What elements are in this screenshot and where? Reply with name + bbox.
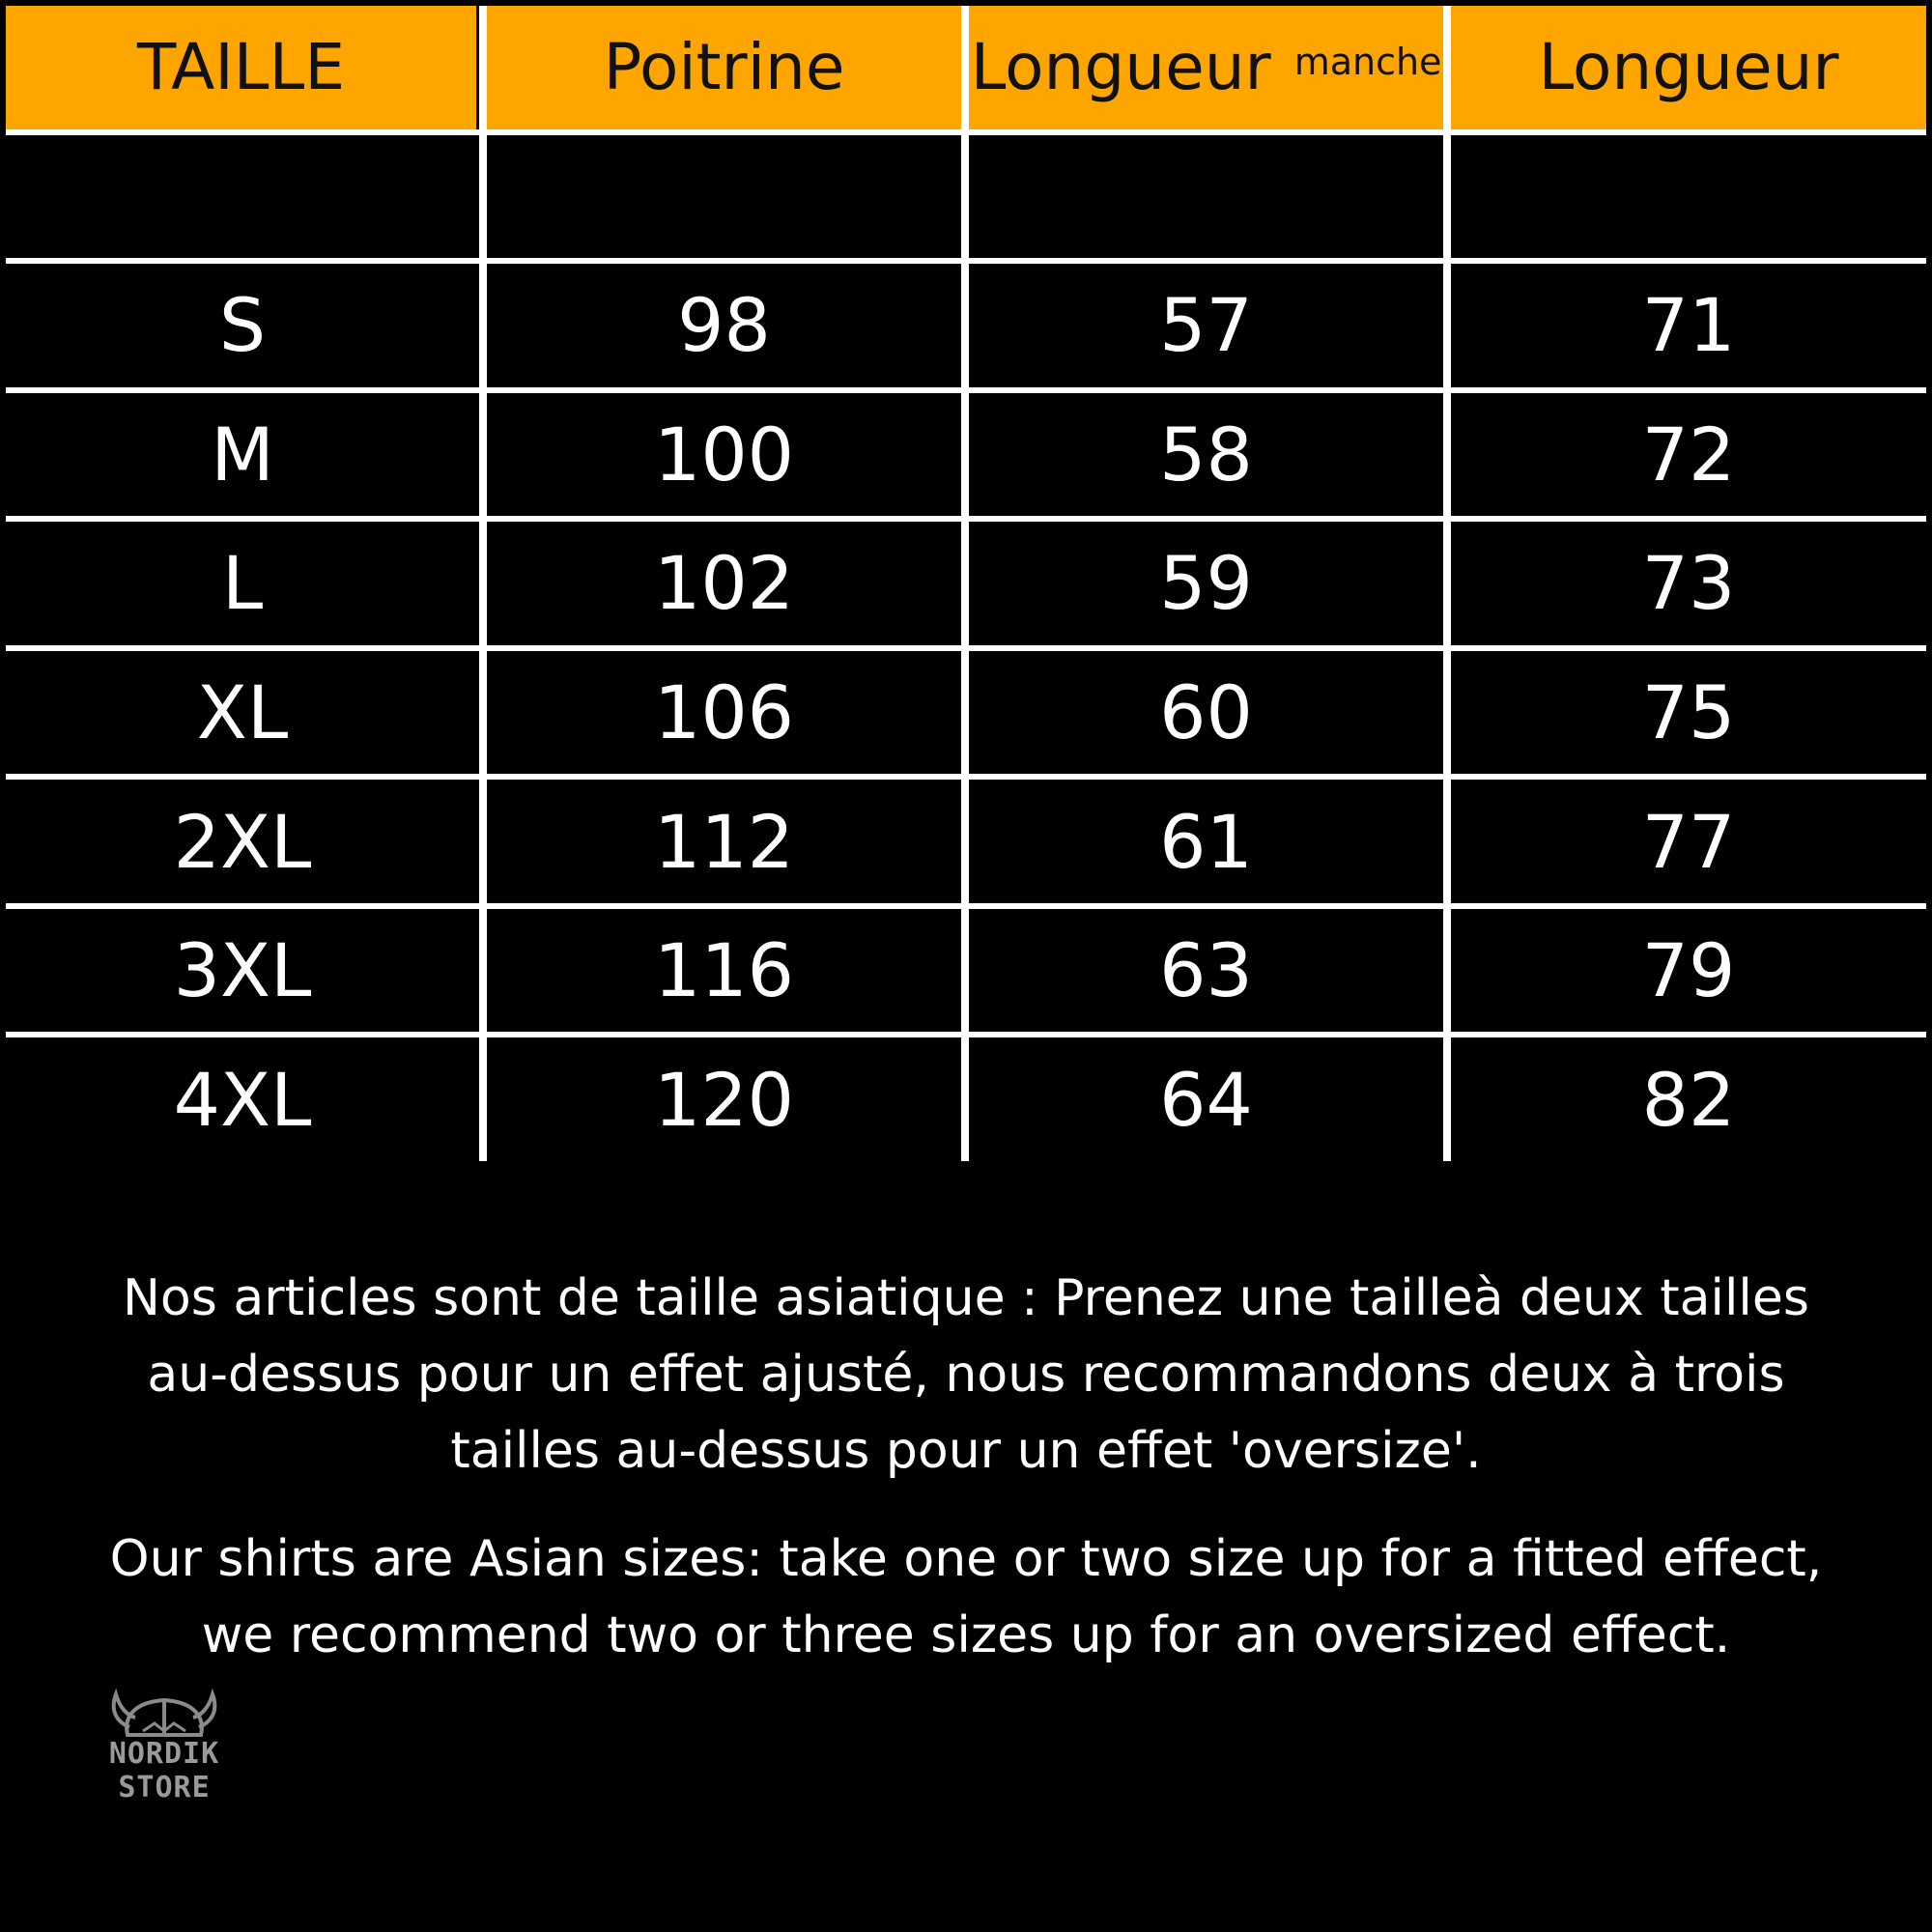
table-cell-size: M bbox=[6, 393, 479, 517]
size-note-french bbox=[58, 1261, 1874, 1490]
header-sleeve-sublabel: manche bbox=[1293, 40, 1442, 83]
header-length bbox=[1451, 6, 1926, 129]
table-cell-sleeve: 59 bbox=[969, 522, 1443, 645]
table-cell-chest: 106 bbox=[487, 651, 961, 775]
table-cell-chest: 120 bbox=[487, 1037, 961, 1161]
size-note-english-line: we recommend two or three sizes up for an oversized effect. bbox=[201, 1606, 1731, 1664]
table-cell-sleeve: 63 bbox=[969, 909, 1443, 1033]
table-cell-size: L bbox=[6, 522, 479, 645]
size-note-french-line: tailles au-dessus pour un effet 'oversize'. bbox=[450, 1422, 1482, 1480]
table-cell-length: 82 bbox=[1451, 1037, 1926, 1161]
table-cell-sleeve: 60 bbox=[969, 651, 1443, 775]
table-cell-size: XL bbox=[6, 651, 479, 775]
table-cell-size: 2XL bbox=[6, 780, 479, 903]
size-note-french-line: Nos articles sont de taille asiatique : Prenez une tailleà deux tailles bbox=[123, 1269, 1809, 1327]
table-cell-size: S bbox=[6, 264, 479, 387]
header-length-label: Longueur bbox=[1538, 30, 1839, 105]
table-cell-length bbox=[1451, 135, 1926, 259]
header-sleeve bbox=[969, 6, 1443, 129]
table-cell-size: 4XL bbox=[6, 1037, 479, 1161]
table-cell-chest: 116 bbox=[487, 909, 961, 1033]
brand-logo bbox=[68, 1689, 261, 1804]
table-cell-chest: 100 bbox=[487, 393, 961, 517]
table-cell-length: 75 bbox=[1451, 651, 1926, 775]
header-size bbox=[6, 6, 479, 129]
table-cell-size: 3XL bbox=[6, 909, 479, 1033]
header-size-label: TAILLE bbox=[136, 30, 346, 105]
header-chest bbox=[487, 6, 961, 129]
size-note-french-line: au-dessus pour un effet ajusté, nous recommandons deux à trois bbox=[147, 1346, 1785, 1404]
brand-logo-text: NORDIK STORE bbox=[108, 1737, 220, 1804]
size-chart-table bbox=[6, 6, 1926, 1161]
header-chest-label: Poitrine bbox=[603, 30, 845, 105]
table-cell-sleeve: 57 bbox=[969, 264, 1443, 387]
table-cell-sleeve: 61 bbox=[969, 780, 1443, 903]
table-cell-length: 73 bbox=[1451, 522, 1926, 645]
size-note-english-line: Our shirts are Asian sizes: take one or two size up for a fitted effect, bbox=[109, 1530, 1823, 1588]
table-cell-sleeve: 58 bbox=[969, 393, 1443, 517]
size-note-english bbox=[58, 1521, 1874, 1674]
table-cell-chest: 102 bbox=[487, 522, 961, 645]
table-cell-sleeve bbox=[969, 135, 1443, 259]
table-cell-size bbox=[6, 135, 479, 259]
table-cell-chest: 98 bbox=[487, 264, 961, 387]
table-cell-length: 79 bbox=[1451, 909, 1926, 1033]
table-cell-length: 71 bbox=[1451, 264, 1926, 387]
table-cell-length: 77 bbox=[1451, 780, 1926, 903]
table-cell-chest bbox=[487, 135, 961, 259]
header-sleeve-label: Longueur bbox=[970, 30, 1271, 105]
table-cell-length: 72 bbox=[1451, 393, 1926, 517]
table-cell-chest: 112 bbox=[487, 780, 961, 903]
table-cell-sleeve: 64 bbox=[969, 1037, 1443, 1161]
